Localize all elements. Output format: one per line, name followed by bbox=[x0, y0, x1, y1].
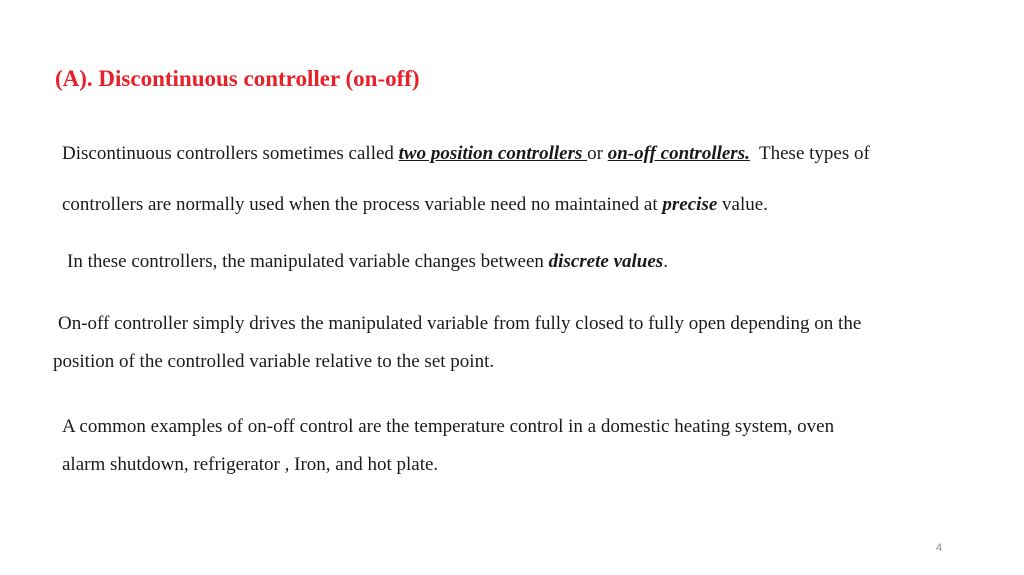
p2-end: . bbox=[663, 251, 668, 272]
p1-text: Discontinuous controllers sometimes called bbox=[62, 143, 399, 164]
p1-text-end: These types of bbox=[749, 143, 870, 164]
paragraph-1-line-1 bbox=[62, 143, 870, 165]
paragraph-3-line-1: On-off controller simply drives the manipulated variable from fully closed to fully open depending on the bbox=[58, 313, 862, 334]
p1-line2-end: value. bbox=[717, 194, 768, 215]
paragraph-4-line-1: A common examples of on-off control are the temperature control in a domestic heating system, oven bbox=[62, 416, 835, 437]
paragraph-4-line-2: alarm shutdown, refrigerator , Iron, and hot plate. bbox=[62, 454, 439, 475]
paragraph-3-line-2: position of the controlled variable relative to the set point. bbox=[53, 351, 495, 372]
term-discrete-values: discrete values bbox=[548, 251, 664, 272]
p1-or: or bbox=[587, 143, 608, 164]
paragraph-2 bbox=[67, 251, 668, 273]
p2-text: In these controllers, the manipulated variable changes between bbox=[67, 251, 549, 272]
term-on-off-controllers: on-off controllers. bbox=[607, 143, 750, 164]
term-precise: precise bbox=[662, 194, 718, 215]
term-two-position-controllers: two position controllers bbox=[398, 143, 588, 164]
p1-line2-text: controllers are normally used when the process variable need no maintained at bbox=[62, 194, 663, 215]
slide-title: (A). Discontinuous controller (on-off) bbox=[55, 66, 420, 91]
paragraph-1-line-2 bbox=[62, 194, 768, 216]
page-number: 4 bbox=[936, 542, 943, 554]
